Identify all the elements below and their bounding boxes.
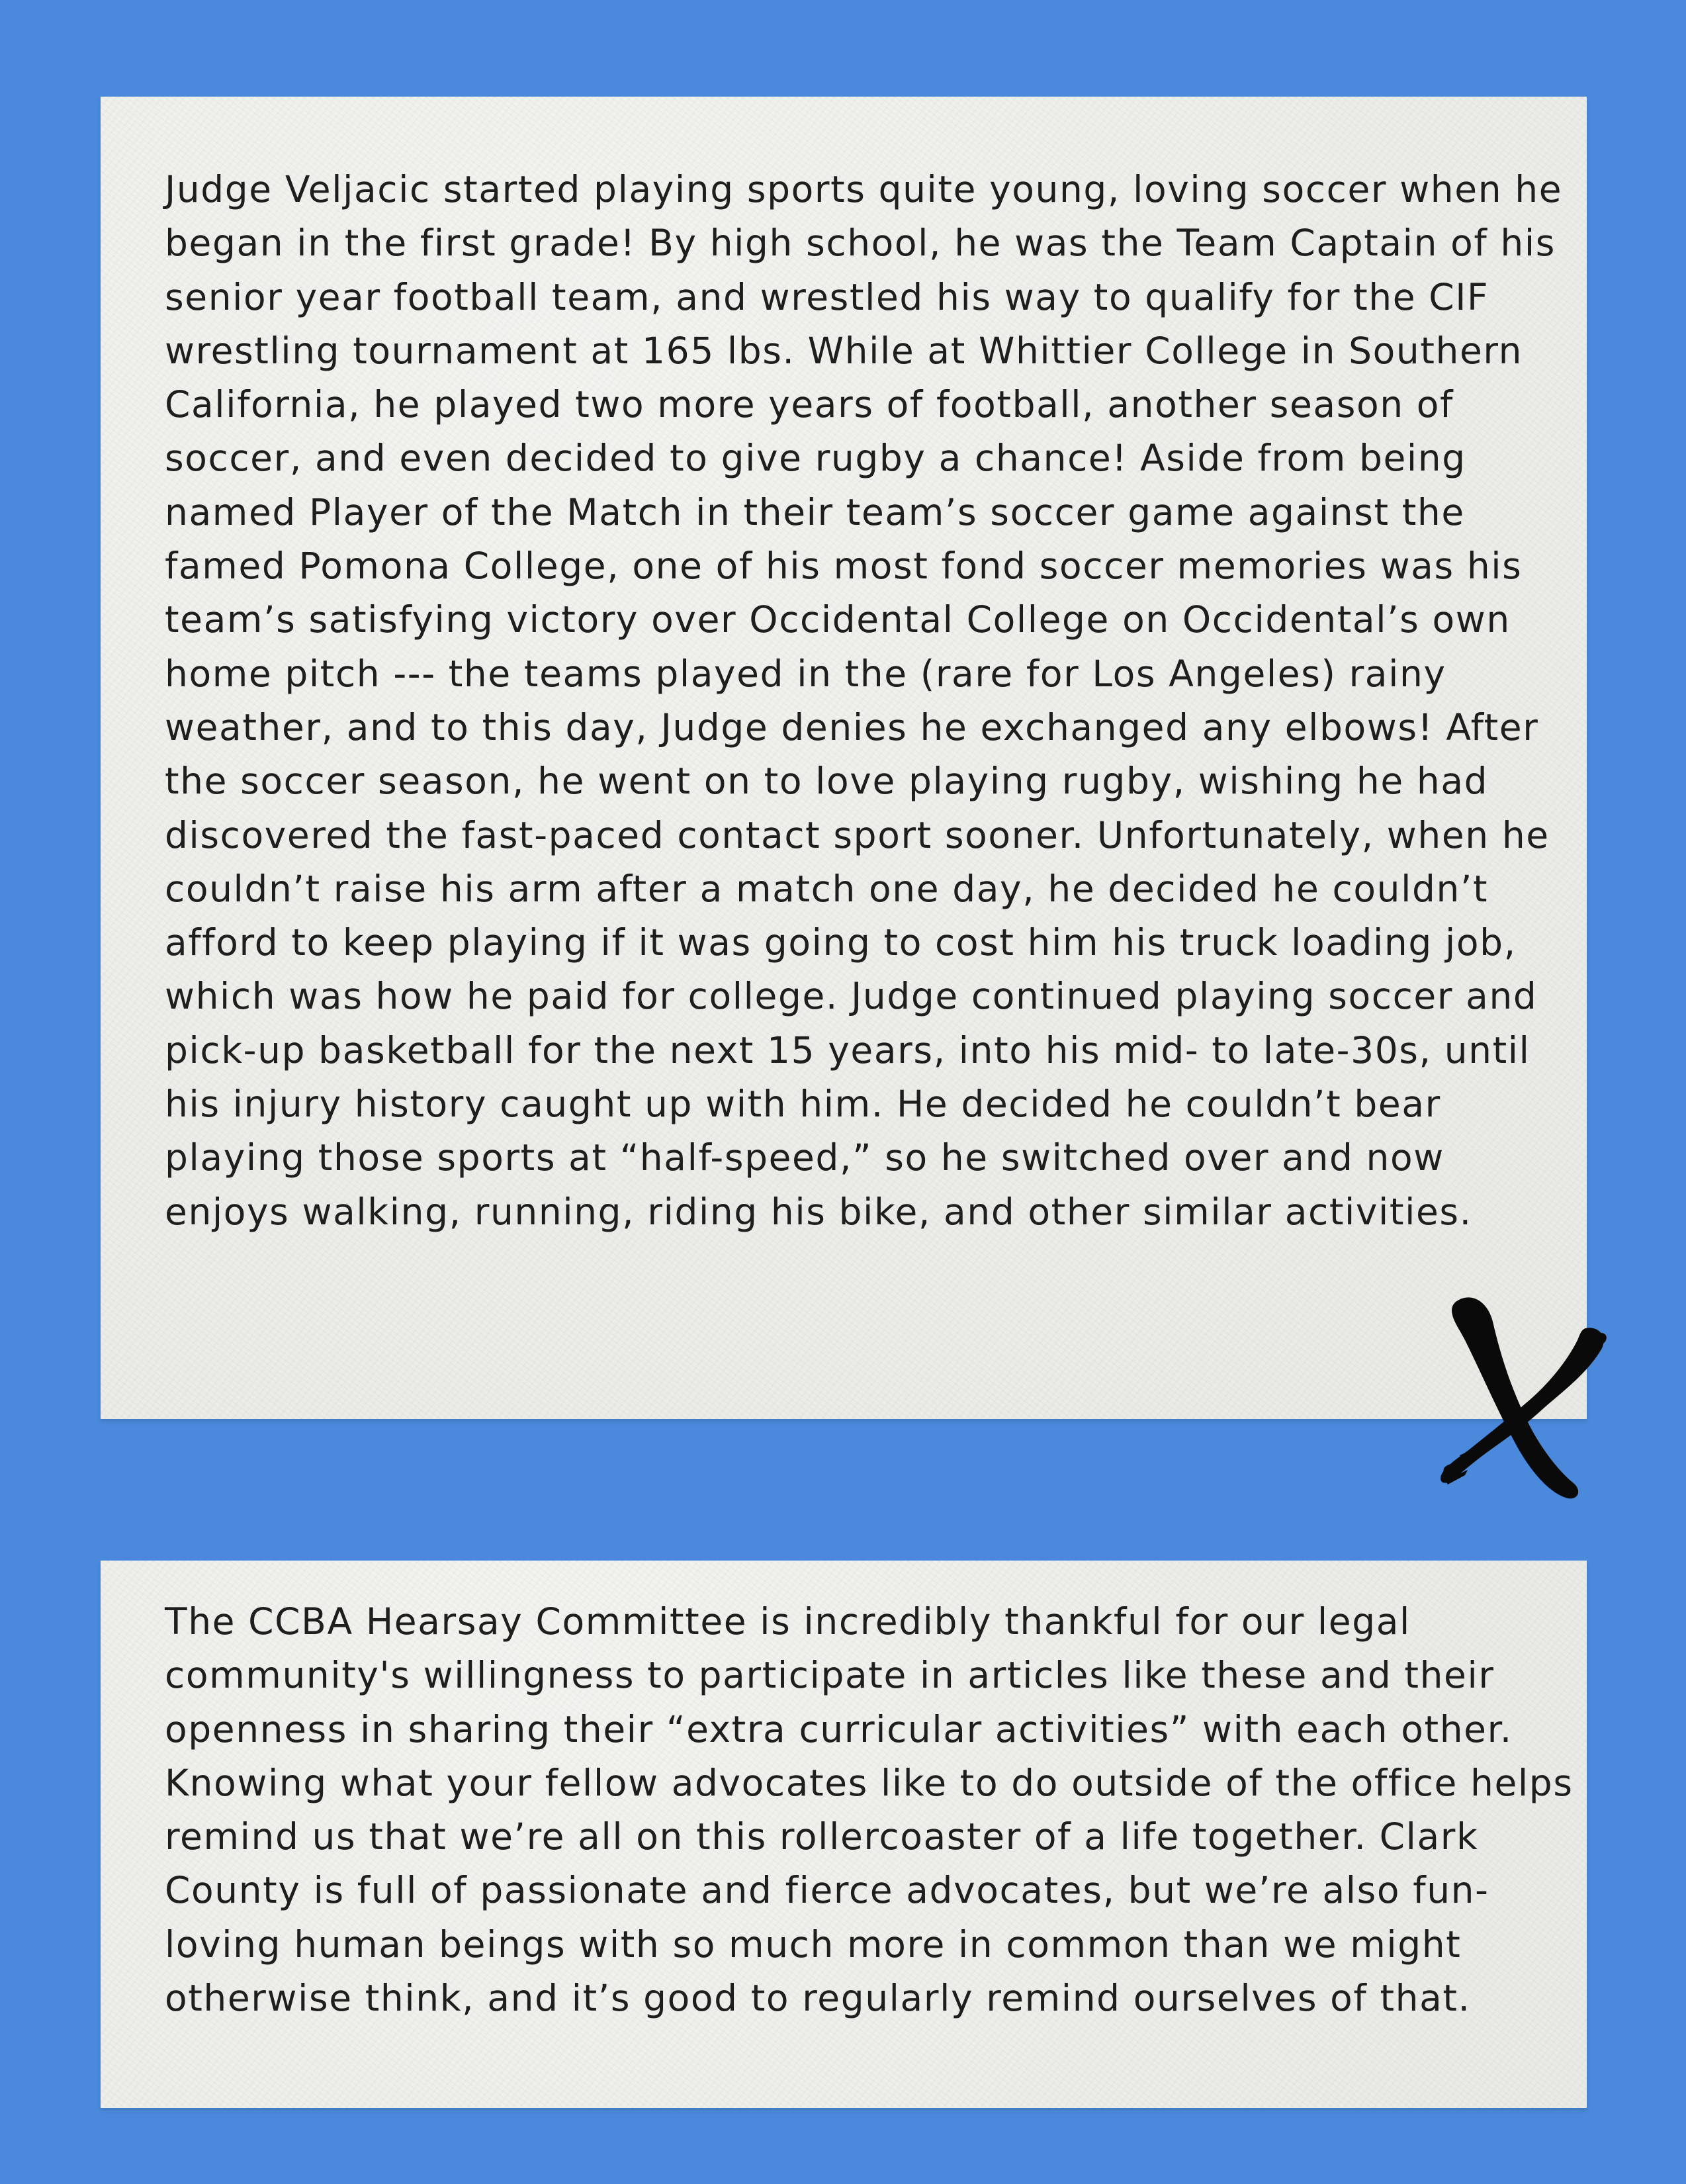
closing-paragraph: The CCBA Hearsay Committee is incredibly thankful for our legal community's willingness to participate in articles like these and their openness in sharing their “extra curricular activities” with each other. Knowing what your fellow advocates like to do outside of the office helps remind us that we’re all on this rollercoaster of a life together. Clark County is full of passionate and fierce advocates, but we’re also fun-loving human beings with so much more in common than we might otherwise think, and it’s good to regularly remind ourselves of that.: [165, 1600, 1574, 2020]
story-paragraph: Judge Veljacic started playing sports quite young, loving soccer when he began in the first grade! By high school, he was the Team Captain of his senior year football team, and wrestled his way to qualify for the CIF wrestling tournament at 165 lbs. While at Whittier College in Southern California, he played two more years of football, another season of soccer, and even decided to give rugby a chance! Aside from being named Player of the Match in their team’s soccer game against the famed Pomona College, one of his most fond soccer memories was his team’s satisfying victory over Occidental College on Occidental’s own home pitch --- the teams played in the (rare for Los Angeles) rainy weather, and to this day, Judge denies he exchanged any elbows! After the soccer season, he went on to love playing rugby, wishing he had discovered the fast-paced contact sport sooner. Unfortunately, when he couldn’t raise his arm after a match one day, he decided he couldn’t afford to keep playing if it was going to cost him his truck loading job, which was how he paid for college. Judge continued playing soccer and pick-up basketball for the next 15 years, into his mid- to late-30s, until his injury history caught up with him. He decided he couldn’t bear playing those sports at “half-speed,” so he switched over and now enjoys walking, running, riding his bike, and other similar activities.: [165, 168, 1563, 1233]
story-card: [101, 97, 1587, 1419]
closing-card: [101, 1561, 1587, 2108]
x-stroke-long: [1441, 1328, 1603, 1482]
x-stroke-short: [1452, 1297, 1578, 1498]
x-brush-mark-icon: [1436, 1287, 1615, 1506]
